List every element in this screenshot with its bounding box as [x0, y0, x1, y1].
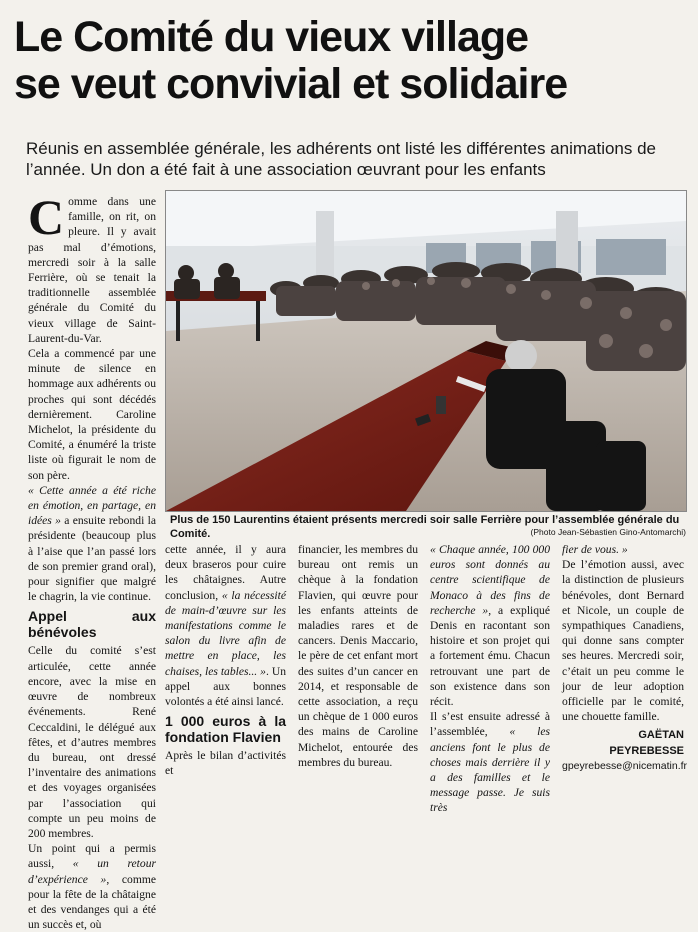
- column-5: [562, 542, 688, 774]
- paragraph: [562, 542, 684, 557]
- paragraph: [165, 542, 286, 709]
- paragraph-intro: [28, 189, 156, 346]
- column-2: [165, 542, 286, 779]
- paragraph-text: omme dans une famille, on rit, on pleure. Il y avait pas mal d’émotions, mercredi soir à la salle Ferrière, où se tenait la traditionnelle assemblée générale du Comité du vieux village de Saint-Laurent-du-Var.: [28, 195, 156, 345]
- paragraph: [28, 483, 156, 605]
- quote: « la nécessité de main-d’œuvre sur les manifestations comme le salon du livre afin de mettre en place, les chaises, les tables... »: [165, 588, 286, 678]
- paragraph: financier, les membres du bureau ont remis un chèque à la fondation Flavien, qui œuvre pour les enfants atteints de maladies rares et de cancers. Denis Maccario, le père de cet enfant mort des suites d’un cancer en 2014, et responsable de cette association, a reçu un chèque de 1 000 euros des mains de Caroline Michelot, entourée des membres du bureau.: [298, 543, 418, 769]
- dropcap: C: [28, 189, 65, 245]
- paragraph: [430, 542, 550, 709]
- paragraph-text: a ensuite rebondi la présidente (beaucoup plus à l’aise que l’an passé lors de son premier grand oral), pour signifier que malgré le chagrin, la vie continue.: [28, 514, 156, 604]
- quote: « un retour d’expérience »: [28, 857, 157, 886]
- quote: « Cette année a été riche en émotion, en partage, en idées »: [28, 483, 156, 528]
- column-4: [430, 542, 550, 816]
- paragraph-text: Un point qui a permis aussi,: [28, 842, 156, 871]
- paragraph: Cela a commencé par une minute de silence en hommage aux adhérents ou proches qui sont décédés dernièrement. Caroline Michelot, la présidente du Comité, a énuméré la triste liste où figurait le nom de son père.: [28, 347, 156, 482]
- quote: fier de vous. »: [562, 543, 628, 556]
- quote: « les anciens font le plus de choses mais derrière il y a des familles et le message passe. Je suis très: [430, 725, 550, 815]
- column-3: [298, 542, 418, 770]
- headline: [14, 14, 686, 108]
- paragraph: De l’émotion aussi, avec la distinction de plusieurs bénévoles, dont Bernard et Nicole, un couple de sympathiques Canadiens, qui donne sans compter ses heures. Mercredi soir, c’était un peu comme le jour de leur adoption officielle par le comité, une chouette famille.: [562, 558, 684, 724]
- paragraph-text: . Un appel aux bonnes volontés a été ainsi lancé.: [165, 664, 286, 709]
- paragraph: Après le bilan d’activités et: [165, 749, 286, 778]
- event-photo: [165, 190, 687, 512]
- author-byline: GAËTAN PEYREBESSE: [609, 729, 684, 757]
- headline-line-1: Le Comité du vieux village: [14, 13, 529, 61]
- paragraph: [28, 841, 156, 932]
- photo-caption: Plus de 150 Laurentins étaient présents mercredi soir salle Ferrière pour l’assemblée générale du Comité.: [170, 514, 680, 540]
- author-email: gpeyrebesse@nicematin.fr: [562, 759, 688, 772]
- paragraph: Celle du comité s’est articulée, cette année encore, avec la mise en œuvre de nombreux événements. René Ceccaldini, le délégué aux fêtes, et d’autres membres du bureau, ont dressé l’inventaire des animations et des voyages organisées par l’association qui compte un peu moins de 200 membres.: [28, 644, 156, 840]
- column-1: [28, 189, 157, 932]
- quote: « Chaque année, 100 000 euros sont donnés au centre scientifique de Monaco à des fins de recherche »: [430, 543, 550, 617]
- paragraph-text: cette année, il y aura deux braseros pour cuire les châtaignes. Autre conclusion,: [165, 543, 286, 602]
- paragraph: [430, 709, 550, 815]
- paragraph-text: Il s’est ensuite adressé à l’assemblée,: [430, 710, 550, 739]
- headline-line-2: se veut convivial et solidaire: [14, 60, 568, 108]
- photo-credit: (Photo Jean-Sébastien Gino-Antomarchi): [530, 527, 686, 537]
- standfirst: Réunis en assemblée générale, les adhérents ont listé les différentes animations de l’année. Un don a été fait à une association œuvrant pour les enfants: [26, 139, 657, 179]
- subhead-fondation: 1 000 euros à la fondation Flavien: [165, 713, 286, 746]
- paragraph-text: , a expliqué Denis en racontant son histoire et son projet qui a fortement ému. Chacun retrouvant une part de son existence dans son récit.: [430, 603, 550, 709]
- paragraph-text: , comme pour la fête de la châtaigne et des vendanges qui a été un succès et, où: [28, 872, 157, 932]
- subhead-benevoles: Appel aux bénévoles: [28, 608, 156, 641]
